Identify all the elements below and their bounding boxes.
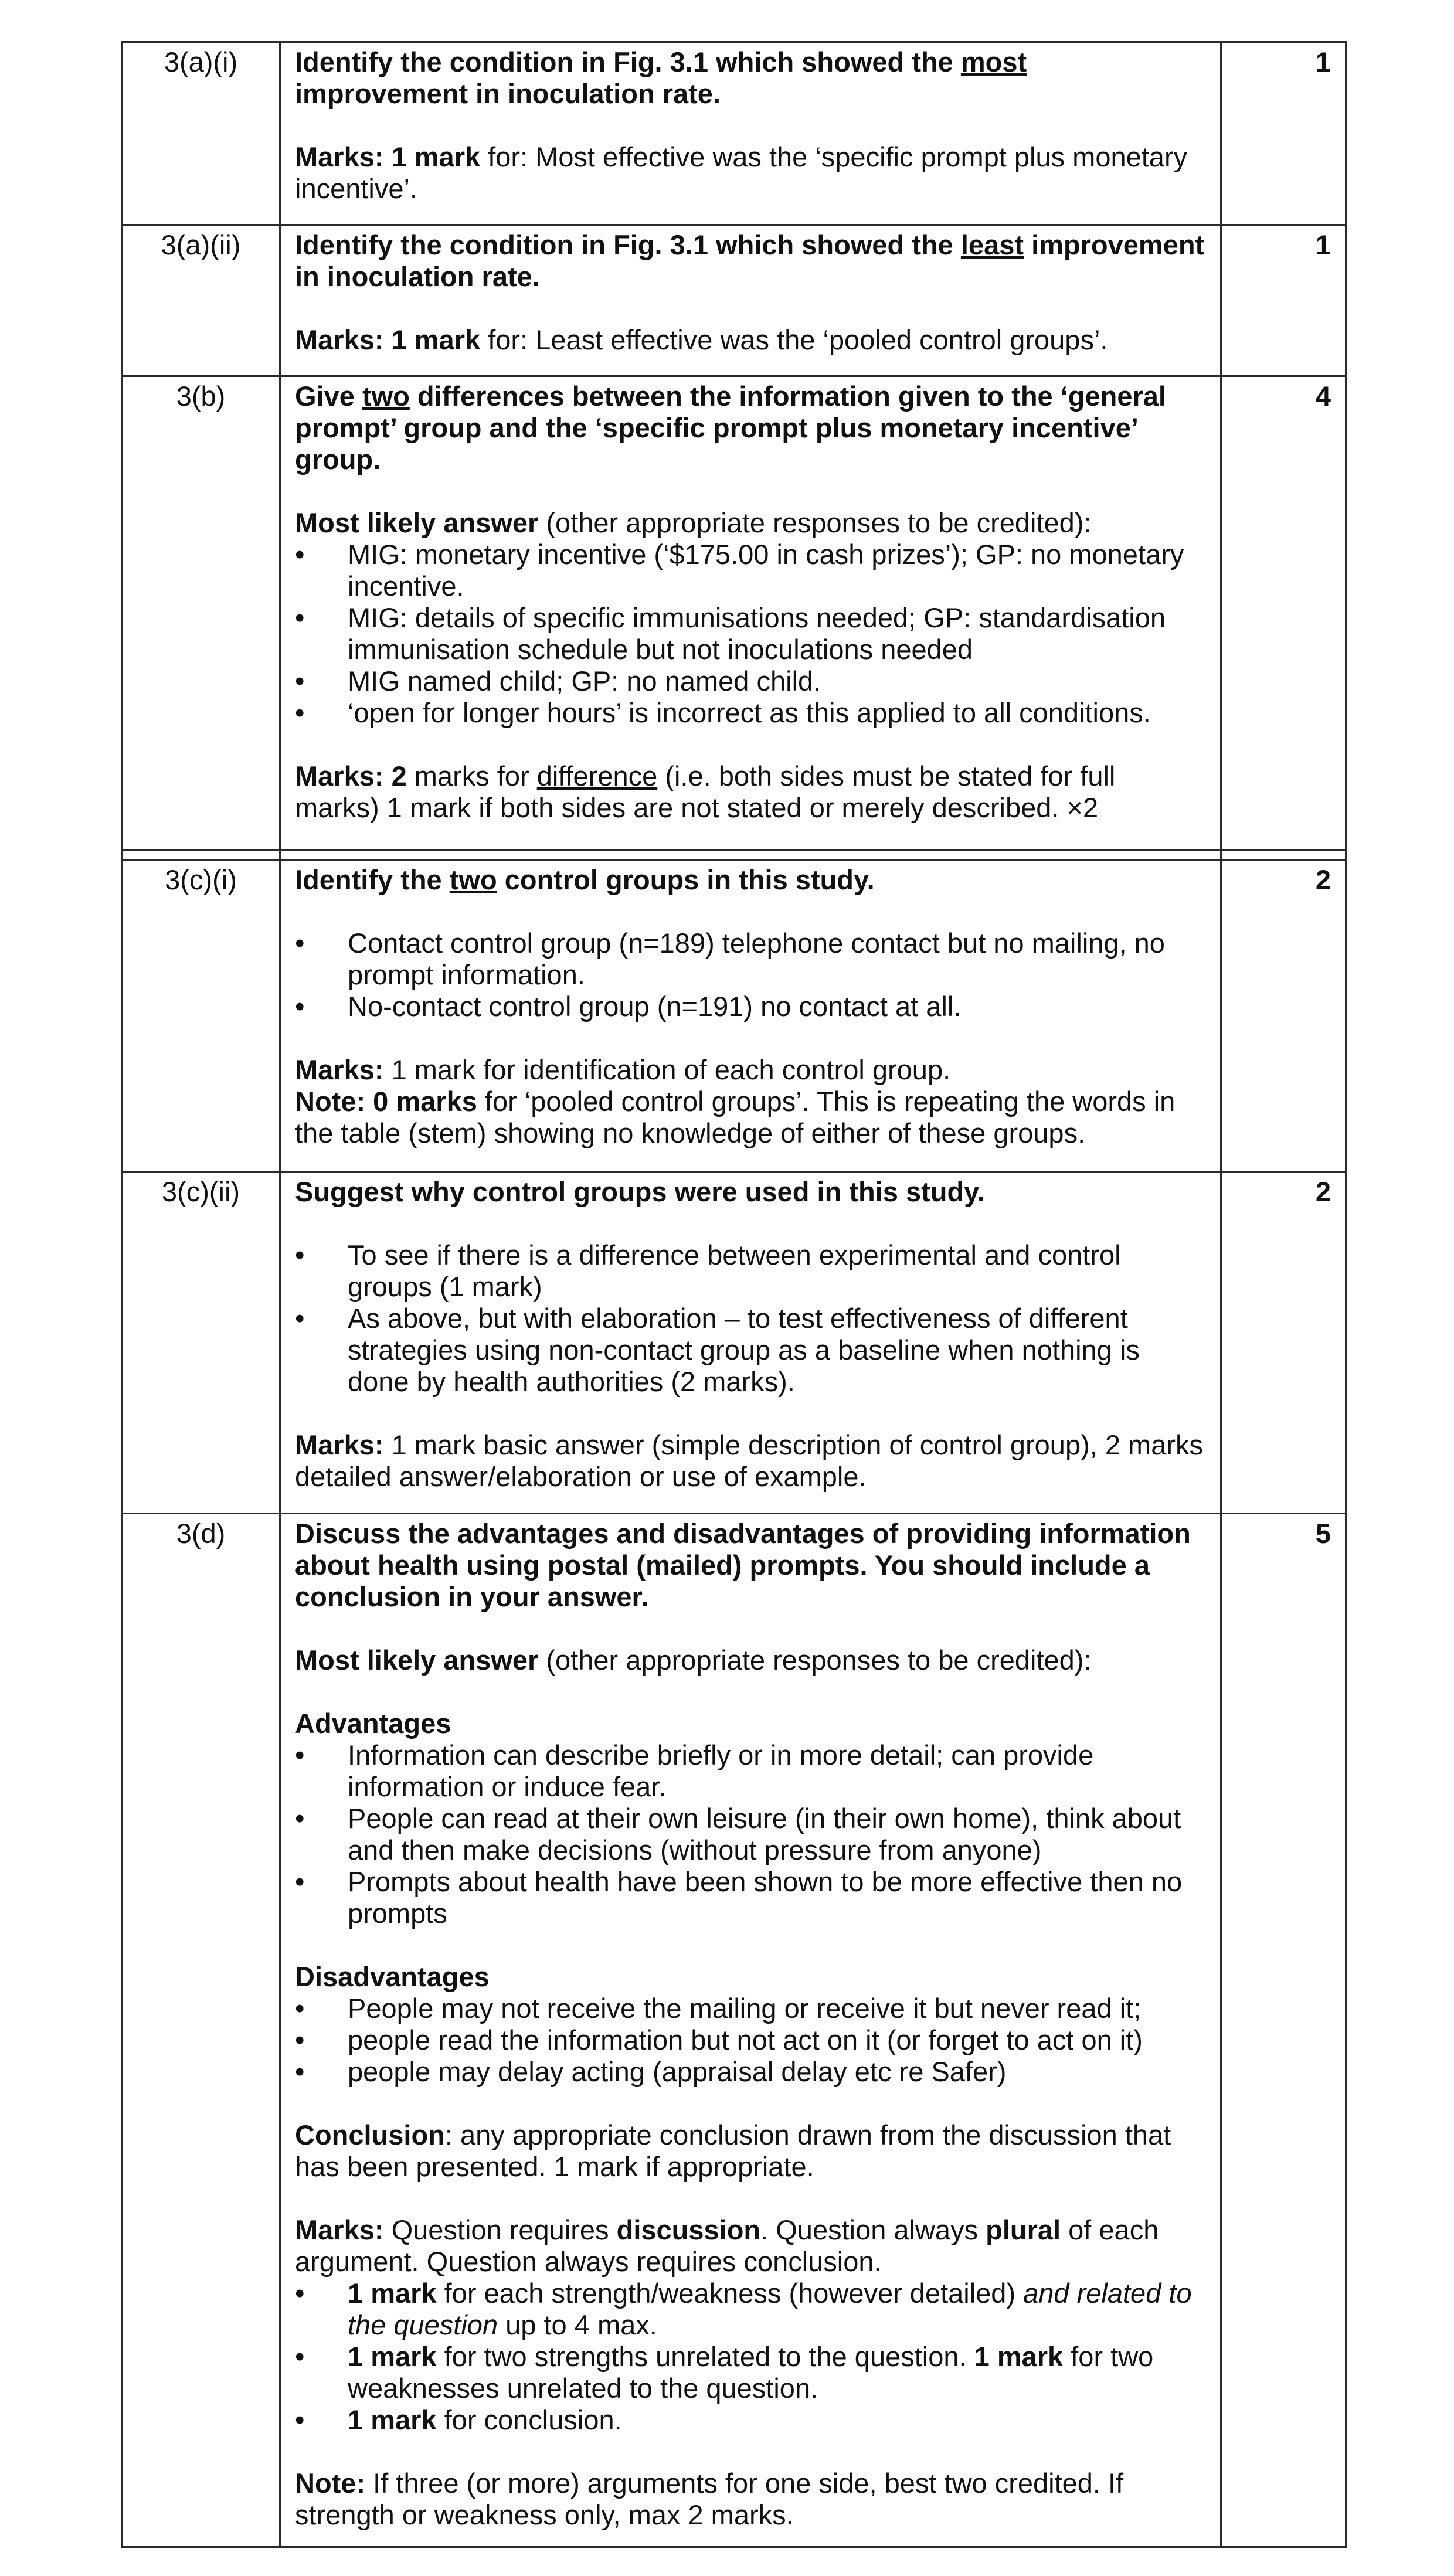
bullet-icon: • (295, 1303, 305, 1334)
list-item: • people read the information but not act on it (or forget to act on it) (295, 2024, 1143, 2055)
bullet-icon: • (295, 602, 305, 633)
marks-available: 4 (1221, 376, 1346, 850)
answer-list (295, 927, 1206, 1022)
answer-list (295, 1239, 1206, 1398)
marks-text: Marks: 1 mark for: Most effective was the ‘specific prompt plus monetary incentive’. (295, 141, 1188, 204)
bullet-icon: • (295, 2278, 305, 2309)
question-number: 3(a)(ii) (122, 225, 280, 376)
disadvantages-list (295, 1993, 1206, 2088)
table-row (122, 376, 1346, 850)
advantages-heading: Advantages (295, 1708, 451, 1739)
table-row (122, 1514, 1346, 2547)
marks-available: 2 (1221, 1172, 1346, 1514)
note-text: Note: If three (or more) arguments for one side, best two credited. If strength or weakness only, max 2 marks. (295, 2468, 1124, 2530)
marks-text: Marks: Question requires discussion. Question always plural of each argument. Question always requires conclusion. (295, 2214, 1159, 2277)
bullet-icon: • (295, 927, 305, 959)
table-row (122, 860, 1346, 1172)
list-item: • MIG: details of specific immunisations needed; GP: standardisation immunisation schedule but not inoculations needed (295, 602, 1166, 665)
marks-list (295, 2278, 1206, 2436)
bullet-icon: • (295, 1803, 305, 1834)
list-item: • Prompts about health have been shown to be more effective then no prompts (295, 1866, 1183, 1929)
bullet-icon: • (295, 1993, 305, 2024)
marks-available: 1 (1221, 225, 1346, 376)
question-text: Discuss the advantages and disadvantages of providing information about health using postal (mailed) prompts. You should include a conclusion in your answer. (295, 1518, 1191, 1612)
question-body (280, 1172, 1221, 1514)
bullet-icon: • (295, 1239, 305, 1270)
question-text: Identify the two control groups in this study. (295, 864, 875, 895)
question-body (280, 225, 1221, 376)
marks-text: Marks: 1 mark for identification of each control group. (295, 1054, 951, 1085)
list-item: • As above, but with elaboration – to test effectiveness of different strategies using non-contact group as a baseline when nothing is done by health authorities (2 marks). (295, 1303, 1140, 1397)
marks-text: Marks: 1 mark for: Least effective was the ‘pooled control groups’. (295, 324, 1108, 355)
advantages-list (295, 1739, 1206, 1929)
table-row (122, 225, 1346, 376)
answer-list (295, 539, 1206, 729)
list-item: • 1 mark for two strengths unrelated to the question. 1 mark for two weaknesses unrelated to the question. (295, 2341, 1154, 2404)
marks-available: 2 (1221, 860, 1346, 1172)
list-item: • People can read at their own leisure (in their own home), think about and then make decisions (without pressure from anyone) (295, 1803, 1181, 1865)
bullet-icon: • (295, 2056, 305, 2087)
list-item: • No-contact control group (n=191) no contact at all. (295, 991, 962, 1022)
answer-intro: Most likely answer (other appropriate responses to be credited): (295, 1644, 1092, 1676)
question-body (280, 42, 1221, 225)
question-number: 3(d) (122, 1514, 280, 2547)
answer-intro: Most likely answer (other appropriate responses to be credited): (295, 507, 1092, 538)
row-divider (122, 850, 1346, 860)
mark-scheme-table (121, 41, 1347, 2548)
bullet-icon: • (295, 991, 305, 1022)
marks-text: Marks: 1 mark basic answer (simple description of control group), 2 marks detailed answer/elaboration or use of example. (295, 1429, 1203, 1492)
question-number: 3(b) (122, 376, 280, 850)
conclusion-text: Conclusion: any appropriate conclusion drawn from the discussion that has been presented. 1 mark if appropriate. (295, 2119, 1171, 2182)
question-text: Identify the condition in Fig. 3.1 which showed the most improvement in inoculation rate. (295, 46, 1027, 109)
list-item: • Information can describe briefly or in more detail; can provide information or induce fear. (295, 1739, 1094, 1802)
marks-text: Marks: 2 marks for difference (i.e. both sides must be stated for full marks) 1 mark if both sides are not stated or merely described. ×2 (295, 760, 1116, 823)
question-text: Identify the condition in Fig. 3.1 which showed the least improvement in inoculation rate. (295, 229, 1205, 292)
question-number: 3(a)(i) (122, 42, 280, 225)
question-body (280, 1514, 1221, 2547)
disadvantages-heading: Disadvantages (295, 1961, 490, 1992)
note-text: Note: 0 marks for ‘pooled control groups’. This is repeating the words in the table (stem) showing no knowledge of either of these groups. (295, 1086, 1176, 1148)
bullet-icon: • (295, 539, 305, 570)
list-item: • To see if there is a difference between experimental and control groups (1 mark) (295, 1239, 1121, 1302)
table-row (122, 1172, 1346, 1514)
list-item: • MIG: monetary incentive (‘$175.00 in cash prizes’); GP: no monetary incentive. (295, 539, 1184, 601)
bullet-icon: • (295, 665, 305, 696)
list-item: • 1 mark for each strength/weakness (however detailed) and related to the question up to 4 max. (295, 2278, 1192, 2340)
bullet-icon: • (295, 2341, 305, 2372)
bullet-icon: • (295, 2404, 305, 2435)
list-item: • MIG named child; GP: no named child. (295, 665, 821, 696)
bullet-icon: • (295, 1866, 305, 1897)
bullet-icon: • (295, 1739, 305, 1770)
question-number: 3(c)(ii) (122, 1172, 280, 1514)
question-number: 3(c)(i) (122, 860, 280, 1172)
list-item: • People may not receive the mailing or receive it but never read it; (295, 1993, 1142, 2024)
marks-available: 1 (1221, 42, 1346, 225)
list-item: • 1 mark for conclusion. (295, 2404, 622, 2435)
list-item: • Contact control group (n=189) telephone contact but no mailing, no prompt information. (295, 927, 1165, 990)
bullet-icon: • (295, 697, 305, 728)
question-text: Give two differences between the information given to the ‘general prompt’ group and the ‘specific prompt plus monetary incentive’ group. (295, 380, 1166, 475)
question-body (280, 376, 1221, 850)
list-item: • ‘open for longer hours’ is incorrect as this applied to all conditions. (295, 697, 1151, 728)
table-row (122, 42, 1346, 225)
bullet-icon: • (295, 2024, 305, 2055)
marks-available: 5 (1221, 1514, 1346, 2547)
list-item: • people may delay acting (appraisal delay etc re Safer) (295, 2056, 1007, 2087)
question-body (280, 860, 1221, 1172)
question-text: Suggest why control groups were used in this study. (295, 1176, 985, 1207)
